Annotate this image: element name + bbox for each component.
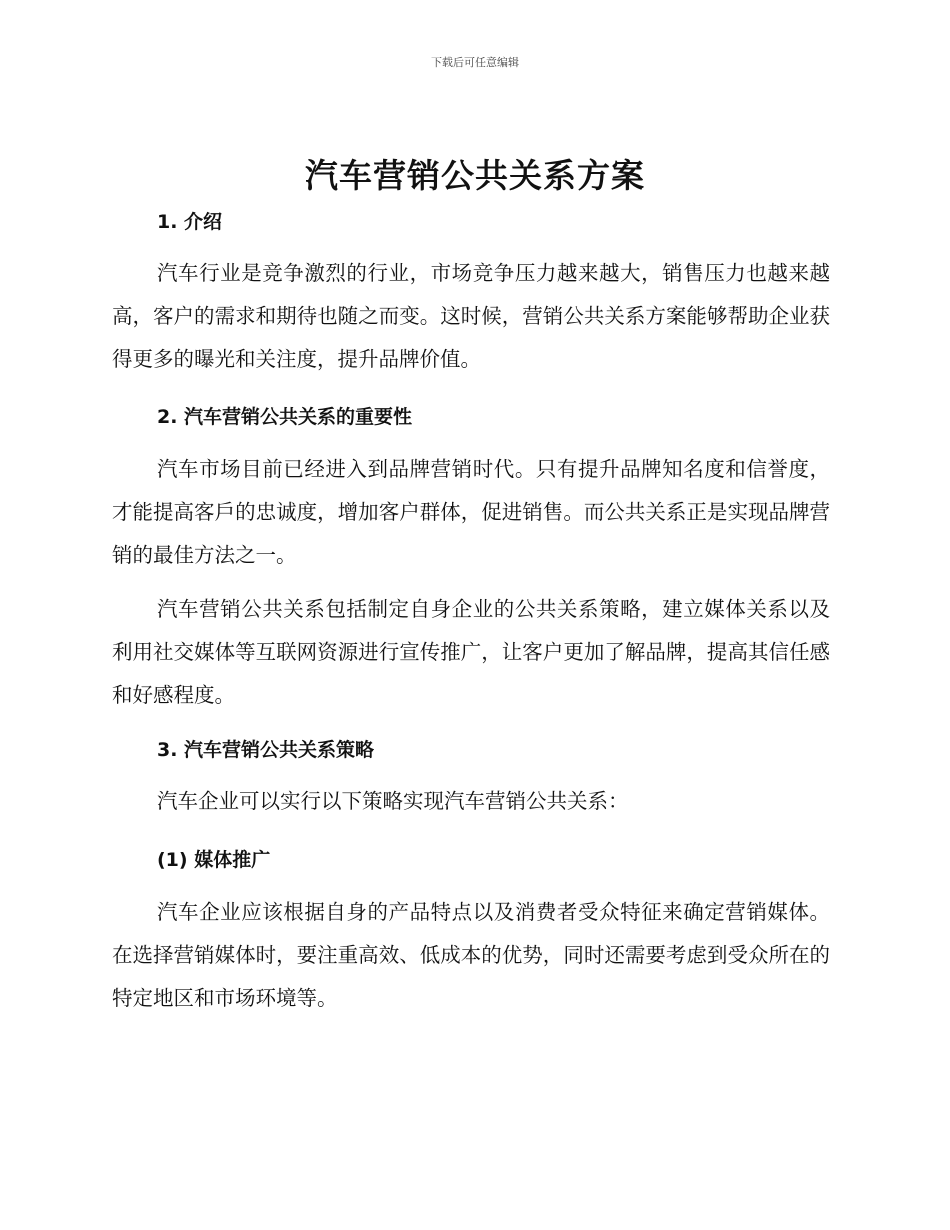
section-heading-importance: 2. 汽车营销公共关系的重要性 bbox=[157, 406, 413, 428]
paragraph-media: 汽车企业应该根据自身的产品特点以及消费者受众特征来确定营销媒体。在选择营销媒体时，要注重高效、低成本的优势，同时还需要考虑到受众所在的特定地区和市场环境等。 bbox=[112, 900, 830, 1010]
paragraph-importance-2: 汽车营销公共关系包括制定自身企业的公共关系策略，建立媒体关系以及利用社交媒体等互联网资源进行宣传推广，让客户更加了解品牌，提高其信任感和好感程度。 bbox=[112, 597, 830, 707]
paragraph-strategy: 汽车企业可以实行以下策略实现汽车营销公共关系： bbox=[157, 789, 629, 813]
section-heading-intro: 1. 介绍 bbox=[157, 211, 223, 233]
page-title: 汽车营销公共关系方案 bbox=[305, 156, 645, 195]
paragraph-importance-1: 汽车市场目前已经进入到品牌营销时代。只有提升品牌知名度和信誉度，才能提高客戶的忠诚度，增加客户群体，促进销售。而公共关系正是实现品牌营销的最佳方法之一。 bbox=[112, 457, 830, 567]
paragraph-intro: 汽车行业是竞争激烈的行业，市场竞争压力越来越大，销售压力也越来越高，客户的需求和期待也随之而变。这时候，营销公共关系方案能够帮助企业获得更多的曝光和关注度，提升品牌价值。 bbox=[112, 261, 830, 371]
header-note: 下载后可任意编辑 bbox=[431, 56, 519, 69]
section-heading-strategy: 3. 汽车营销公共关系策略 bbox=[157, 739, 375, 761]
section-heading-media: (1) 媒体推广 bbox=[157, 849, 271, 871]
